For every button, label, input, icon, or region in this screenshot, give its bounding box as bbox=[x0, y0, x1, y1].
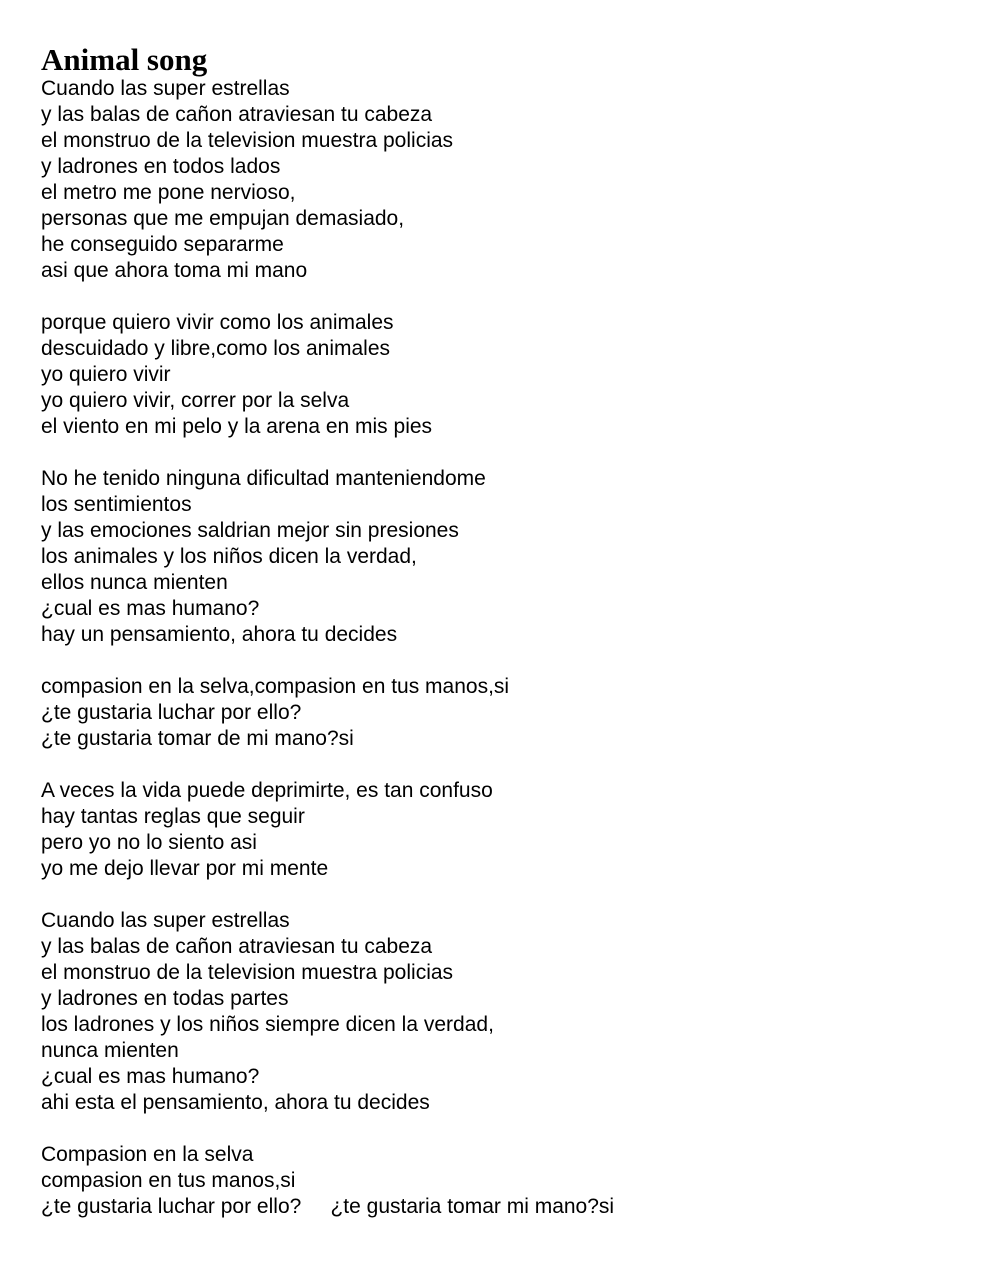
lyric-line: personas que me empujan demasiado, bbox=[41, 207, 405, 230]
lyric-line: yo quiero vivir, correr por la selva bbox=[41, 389, 350, 412]
lyric-line: A veces la vida puede deprimirte, es tan confuso bbox=[41, 779, 493, 802]
stanza bbox=[41, 1142, 961, 1220]
stanza-gap bbox=[41, 648, 961, 674]
lyric-line: y las balas de cañon atraviesan tu cabeza bbox=[41, 103, 433, 126]
stanza bbox=[41, 76, 961, 284]
lyric-line: el monstruo de la television muestra policias bbox=[41, 129, 454, 152]
lyric-line: y las balas de cañon atraviesan tu cabeza bbox=[41, 935, 433, 958]
lyric-line: ¿te gustaria luchar por ello? ¿te gustaria tomar mi mano?si bbox=[41, 1195, 615, 1218]
lyric-line: ahi esta el pensamiento, ahora tu decides bbox=[41, 1091, 430, 1114]
stanza-gap bbox=[41, 440, 961, 466]
lyric-line: porque quiero vivir como los animales bbox=[41, 311, 394, 334]
lyric-line: yo quiero vivir bbox=[41, 363, 171, 386]
lyric-line: ellos nunca mienten bbox=[41, 571, 228, 594]
stanza bbox=[41, 778, 961, 882]
lyric-line: pero yo no lo siento asi bbox=[41, 831, 257, 854]
lyric-line: el monstruo de la television muestra policias bbox=[41, 961, 454, 984]
lyric-line: hay tantas reglas que seguir bbox=[41, 805, 305, 828]
lyric-line: y las emociones saldrian mejor sin presiones bbox=[41, 519, 459, 542]
lyric-line: y ladrones en todas partes bbox=[41, 987, 289, 1010]
lyric-line: ¿te gustaria tomar de mi mano?si bbox=[41, 727, 354, 750]
lyric-line: Cuando las super estrellas bbox=[41, 909, 290, 932]
lyric-line: hay un pensamiento, ahora tu decides bbox=[41, 623, 398, 646]
lyric-line: ¿cual es mas humano? bbox=[41, 597, 260, 620]
stanza bbox=[41, 466, 961, 648]
lyric-line: yo me dejo llevar por mi mente bbox=[41, 857, 329, 880]
lyric-line: nunca mienten bbox=[41, 1039, 179, 1062]
lyric-line: compasion en la selva,compasion en tus manos,si bbox=[41, 675, 510, 698]
stanza-gap bbox=[41, 882, 961, 908]
lyric-line: he conseguido separarme bbox=[41, 233, 284, 256]
lyrics-body bbox=[41, 76, 961, 1220]
stanza-gap bbox=[41, 284, 961, 310]
lyric-line: compasion en tus manos,si bbox=[41, 1169, 296, 1192]
lyric-line: los ladrones y los niños siempre dicen la verdad, bbox=[41, 1013, 494, 1036]
stanza-gap bbox=[41, 1116, 961, 1142]
stanza bbox=[41, 908, 961, 1116]
lyric-line: descuidado y libre,como los animales bbox=[41, 337, 391, 360]
lyric-line: y ladrones en todos lados bbox=[41, 155, 281, 178]
lyric-line: ¿te gustaria luchar por ello? bbox=[41, 701, 302, 724]
lyric-line: los sentimientos bbox=[41, 493, 192, 516]
lyric-line: el viento en mi pelo y la arena en mis pies bbox=[41, 415, 433, 438]
lyric-line: asi que ahora toma mi mano bbox=[41, 259, 308, 282]
lyric-line: los animales y los niños dicen la verdad, bbox=[41, 545, 417, 568]
lyric-line: Compasion en la selva bbox=[41, 1143, 254, 1166]
stanza bbox=[41, 674, 961, 752]
lyric-line: Cuando las super estrellas bbox=[41, 77, 290, 100]
song-title: Animal song bbox=[41, 42, 208, 77]
lyric-line: ¿cual es mas humano? bbox=[41, 1065, 260, 1088]
lyric-line: el metro me pone nervioso, bbox=[41, 181, 296, 204]
lyric-line: No he tenido ninguna dificultad manteniendome bbox=[41, 467, 486, 490]
stanza-gap bbox=[41, 752, 961, 778]
stanza bbox=[41, 310, 961, 440]
